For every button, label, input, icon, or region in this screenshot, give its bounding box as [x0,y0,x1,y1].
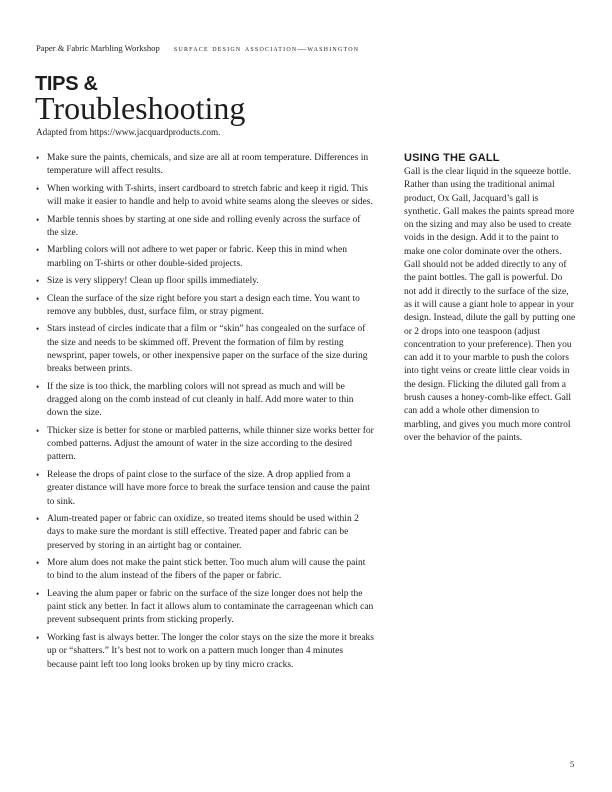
tip-text: Marbling colors will not adhere to wet paper or fabric. Keep this in mind when marbling on T-shirts or other double-sided projects. [47,245,347,269]
source-attribution: Adapted from https://www.jacquardproducts.com. [36,127,221,137]
tip-item [36,152,374,179]
tip-text: Leaving the alum paper or fabric on the surface of the size longer does not help the paint stick any better. In fact it allows alum to contaminate the carrageenan which can prevent subsequent prints from sticking properly. [47,588,374,626]
bullet-icon: • [36,183,40,194]
bullet-icon: • [36,425,40,436]
bullet-icon: • [36,324,40,335]
tip-item [36,214,374,241]
sidebar-heading: USING THE GALL [404,152,500,164]
tip-text: Working fast is always better. The longer the color stays on the size the more it breaks up or “shatters.” It’s best not to work on a pattern much longer than 4 minutes because paint left too long looks broken up by tiny micro cracks. [47,632,374,670]
tip-text: Release the drops of paint close to the surface of the size. A drop applied from a greater distance will have more force to break the surface tension and cause the paint to sink. [47,469,370,507]
tip-text: If the size is too thick, the marbling colors will not spread as much and will be dragged along on the comb instead of cut cleanly in half. Add more water to thin down the size. [47,381,354,419]
bullet-icon: • [36,381,40,392]
page-number: 5 [570,759,575,769]
gall-sidebar [404,152,576,445]
tip-item [36,632,374,672]
tip-text: More alum does not make the paint stick better. Too much alum will cause the paint to bind to the alum instead of the fibers of the paper or fabric. [47,558,366,582]
tip-item [36,425,374,465]
tip-text: Marble tennis shoes by starting at one side and rolling evenly across the surface of the size. [47,214,361,238]
header-workshop-title: Paper & Fabric Marbling Workshop [36,43,160,53]
bullet-icon: • [36,153,40,163]
tip-item [36,244,374,271]
bullet-icon: • [36,588,40,599]
bullet-icon: • [36,469,40,480]
header-association: surface design association—washington [173,43,360,53]
bullet-icon: • [36,276,40,287]
tip-item [36,275,374,288]
tip-item [36,293,374,320]
tips-list [36,152,374,676]
tip-item [36,469,374,509]
tip-text: Alum-treated paper or fabric can oxidize, so treated items should be used within 2 days to make sure the mordant is still effective. Treated paper and fabric can be preserved by storing in an airtight bag or container. [47,514,359,551]
title-kicker: TIPS & [35,73,98,95]
tip-text: Thicker size is better for stone or marbled patterns, while thinner size works better for combed patterns. Adjust the amount of water in the size according to the desired pattern. [47,425,374,463]
tip-item [36,381,374,421]
bullet-icon: • [36,514,40,524]
tip-text: Size is very slippery! Clean up floor spills immediately. [47,276,259,287]
bullet-icon: • [36,214,40,225]
page-title: Troubleshooting [35,90,246,126]
tip-text: Stars instead of circles indicate that a film or “skin” has congealed on the surface of the size and needs to be skimmed off. Prevent the formation of film by resting newsprint, paper towels, or other inexpensive paper on the surface of the size during breaks between prints. [47,324,368,375]
bullet-icon: • [36,558,40,569]
tip-item [36,588,374,628]
tip-text: Make sure the paints, chemicals, and size are all at room temperature. Differences in temperature will affect results. [47,153,369,177]
tip-item [36,183,374,210]
sidebar-body: Gall is the clear liquid in the squeeze bottle. Rather than using the traditional animal product, Ox Gall, Jacquard’s gall is synthetic. Gall makes the paints spread more on the sizing and may also be used to create voids in the design. Add it to the paint to make one color dominate over the others. Gall should not be added directly to any of the paint bottles. The gall is powerful. Do not add it directly to the surface of the size, as it will cause a giant hole to appear in your design. Instead, dilute the gall by putting one or 2 drops into one teaspoon (adjust concentration to your preference). Then you can add it to your marble to push the colors into tight veins or create little clear voids in the design. Flicking the diluted gall from a brush causes a honey-comb-like effect. Gall can add a whole other dimension to marbling, and gives you much more control over the behavior of the paints. [404,167,576,443]
bullet-icon: • [36,245,40,256]
tip-item [36,557,374,584]
tip-text: Clean the surface of the size right before you start a design each time. You want to remove any bubbles, dust, surface film, or stray pigment. [47,293,360,317]
bullet-icon: • [36,632,40,643]
tip-text: When working with T-shirts, insert cardboard to stretch fabric and keep it rigid. This will make it easier to handle and help to avoid white seams along the sleeves or sides. [47,183,373,208]
tip-item [36,323,374,376]
tip-item [36,513,374,553]
bullet-icon: • [36,293,40,304]
running-header [36,43,359,53]
